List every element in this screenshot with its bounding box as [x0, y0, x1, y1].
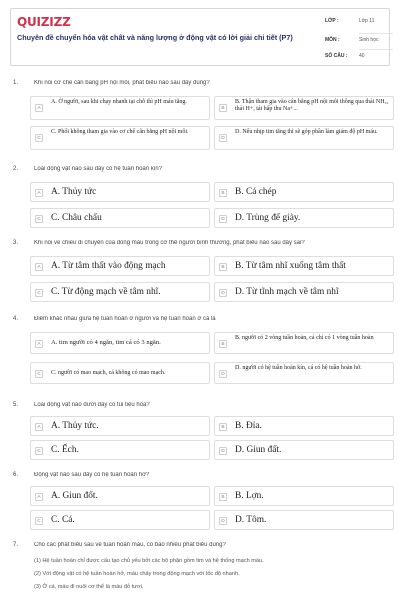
option-a[interactable] — [30, 486, 210, 506]
count-label: SỐ CÂU : — [325, 53, 348, 59]
question-1 — [10, 80, 390, 141]
question-number: 2. — [13, 166, 19, 172]
question-text: Điểm khác nhau giữa hệ tuần hoàn ở người và hệ tuần hoàn ở cá là — [34, 316, 216, 322]
option-text: B. Thận tham gia vào cân bằng pH nội môi thông qua thải NH₃, thải H+, tái hấp thu Na+... — [235, 99, 389, 112]
option-a[interactable] — [30, 256, 210, 276]
option-b[interactable] — [214, 182, 394, 202]
option-letter: B — [219, 189, 227, 197]
option-text: A. Thủy tức — [51, 187, 97, 197]
question-text: Khi nói về chiều di chuyển của dòng máu trong cơ thể người bình thường, phát biểu nào sau đây sai? — [34, 240, 305, 246]
statement-list — [34, 558, 264, 597]
question-2 — [10, 166, 390, 223]
option-letter: C — [35, 134, 43, 142]
option-b[interactable] — [214, 96, 394, 120]
option-c[interactable] — [30, 510, 210, 530]
divider — [359, 33, 393, 34]
option-text: B. Lợn. — [235, 491, 264, 501]
option-letter: A — [35, 104, 43, 112]
option-letter: D — [219, 134, 227, 142]
option-letter: A — [35, 423, 43, 431]
option-text: D. Trùng đế giày. — [235, 213, 301, 223]
question-number: 6. — [13, 472, 19, 478]
option-text: C. Từ động mạch về tâm nhĩ. — [51, 287, 161, 297]
option-d[interactable] — [214, 510, 394, 530]
statement-item: (3) Ở cá, máu đi nuôi cơ thể là máu đỏ tươi. — [34, 584, 144, 590]
option-text: C. Phổi không tham gia vào cơ chế cân bằng pH nội môi. — [51, 129, 189, 135]
option-c[interactable] — [30, 282, 210, 302]
option-text: C. Châu chấu — [51, 213, 102, 223]
option-a[interactable] — [30, 182, 210, 202]
option-letter: B — [219, 263, 227, 271]
option-letter: A — [35, 493, 43, 501]
option-text: C. Ếch. — [51, 445, 79, 455]
question-7 — [10, 542, 390, 590]
option-letter: A — [35, 340, 43, 348]
option-b[interactable] — [214, 256, 394, 276]
option-text: B. người có 2 vòng tuần hoàn, cá chỉ có 1 vòng tuần hoàn — [235, 335, 374, 341]
option-letter: C — [35, 289, 43, 297]
option-c[interactable] — [30, 126, 210, 150]
option-a[interactable] — [30, 332, 210, 354]
statement-item: (1) Hệ tuần hoàn chỉ được cấu tạo chủ yếu bởi các bộ phận gồm tim và hệ thống mạch máu. — [34, 558, 264, 564]
option-text: D. Tôm. — [235, 515, 267, 525]
option-letter: C — [35, 215, 43, 223]
option-c[interactable] — [30, 440, 210, 460]
statement-item: (2) Với động vật có hệ tuần hoàn hở, máu chảy trong động mạch với tốc độ nhanh. — [34, 571, 240, 577]
option-text: A. Thủy tức. — [51, 421, 99, 431]
option-letter: B — [219, 104, 227, 112]
option-text: B. Từ tâm nhĩ xuống tâm thất — [235, 261, 346, 271]
question-text: Khi nói cơ chế cân bằng pH nội môi, phát biểu nào sau đây đúng? — [34, 80, 210, 86]
question-3 — [10, 240, 390, 297]
class-value: Lớp 11 — [359, 18, 375, 24]
option-text: D. Nếu nhịp tim tăng thì sẽ góp phần làm giảm độ pH máu. — [235, 129, 378, 135]
question-text: Động vật nào sau đây có hệ tuần hoàn hở? — [34, 472, 150, 478]
option-text: C. Cá. — [51, 515, 75, 525]
question-text: Loài động vật nào sau đây có hệ tuần hoàn kín? — [34, 166, 163, 172]
worksheet-title: Chuyên đề chuyển hóa vật chất và năng lượng ở động vật có lời giải chi tiết (P7) — [17, 33, 293, 42]
option-b[interactable] — [214, 486, 394, 506]
option-letter: D — [219, 447, 227, 455]
option-letter: D — [219, 215, 227, 223]
option-text: A. Từ tâm thất vào động mạch — [51, 261, 166, 271]
option-text: A. tim người có 4 ngăn, tim cá có 3 ngăn. — [51, 339, 161, 346]
option-c[interactable] — [30, 362, 210, 384]
question-number: 7. — [13, 542, 19, 548]
option-text: B. Cá chép — [235, 187, 277, 197]
question-text: Loài động vật nào dưới đây có túi tiêu hóa? — [34, 402, 150, 408]
question-number: 4. — [13, 316, 19, 322]
divider — [359, 49, 393, 50]
option-text: B. Đỉa. — [235, 421, 262, 431]
question-5 — [10, 402, 390, 455]
option-d[interactable] — [214, 440, 394, 460]
option-a[interactable] — [30, 96, 210, 120]
option-text: D. Giun đất. — [235, 445, 282, 455]
option-b[interactable] — [214, 416, 394, 436]
option-d[interactable] — [214, 282, 394, 302]
option-d[interactable] — [214, 362, 394, 384]
option-letter: C — [35, 517, 43, 525]
question-6 — [10, 472, 390, 525]
option-letter: C — [35, 370, 43, 378]
option-letter: B — [219, 340, 227, 348]
option-letter: D — [219, 517, 227, 525]
count-value: 40 — [359, 53, 365, 59]
quizizz-logo: QUIZIZZ — [17, 15, 71, 29]
option-a[interactable] — [30, 416, 210, 436]
question-text: Cho các phát biểu sau về tuần hoàn máu, có bao nhiêu phát biểu đúng? — [34, 542, 226, 548]
option-letter: B — [219, 423, 227, 431]
worksheet-header — [10, 8, 390, 66]
question-number: 5. — [13, 402, 19, 408]
option-text: A. Ở người, sau khi chạy nhanh tại chỗ thì pH máu tăng. — [51, 99, 187, 105]
option-letter: A — [35, 263, 43, 271]
option-text: A. Giun đốt. — [51, 491, 98, 501]
question-number: 3. — [13, 240, 19, 246]
subject-label: MÔN : — [325, 37, 340, 43]
option-letter: A — [35, 189, 43, 197]
class-label: LỚP : — [325, 18, 339, 24]
option-letter: B — [219, 493, 227, 501]
option-c[interactable] — [30, 208, 210, 228]
subject-value: Sinh học — [359, 37, 379, 43]
option-letter: D — [219, 370, 227, 378]
option-letter: D — [219, 289, 227, 297]
option-text: D. người có hệ tuần hoàn kín, cá có hệ tuần hoàn hở. — [235, 365, 362, 371]
option-letter: C — [35, 447, 43, 455]
option-d[interactable] — [214, 208, 394, 228]
option-d[interactable] — [214, 126, 394, 150]
option-b[interactable] — [214, 332, 394, 354]
option-text: D. Từ tĩnh mạch về tâm nhĩ — [235, 287, 339, 297]
question-4 — [10, 316, 390, 377]
question-number: 1. — [13, 80, 19, 86]
option-text: C. người có mao mạch, cá không có mao mạch. — [51, 370, 166, 376]
